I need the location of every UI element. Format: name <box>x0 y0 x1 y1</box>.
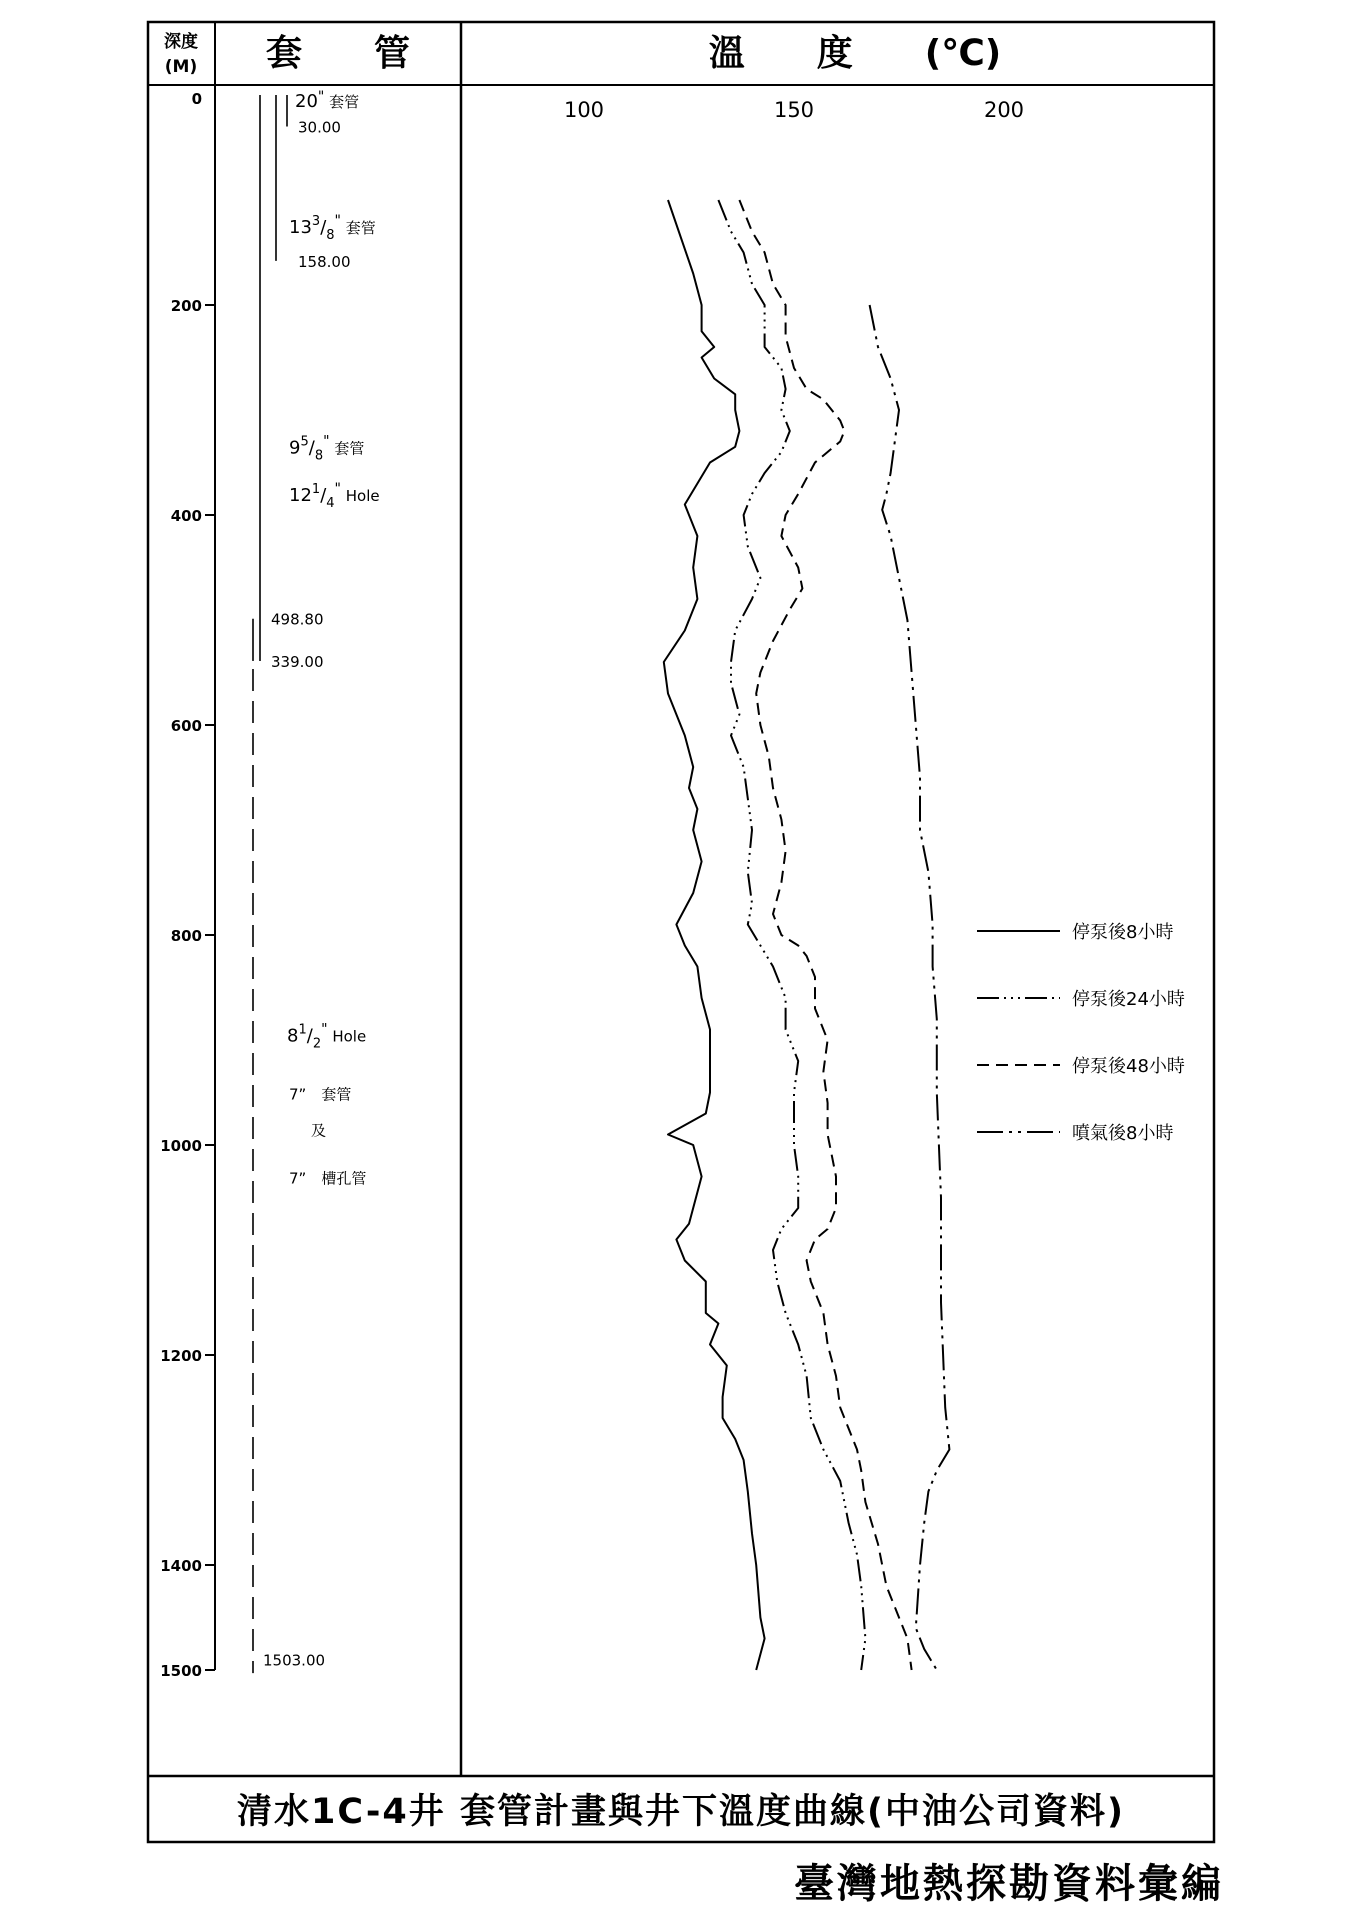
casing-label-c958: $9^5/_8^"$ $_{套管}$ <box>289 433 365 464</box>
legend <box>977 922 1185 1144</box>
footer-caption: 臺灣地熱探勘資料彙編 <box>794 1861 1224 1907</box>
casing-label-d1503: 1503.00 <box>263 1651 326 1670</box>
depth-tick-label-1200: 1200 <box>160 1347 202 1365</box>
depth-ticks <box>160 90 215 1680</box>
depth-tick-label-1500: 1500 <box>160 1662 202 1680</box>
temp-tick-label-150: 150 <box>773 98 815 122</box>
legend-label-2: 停泵後24小時 <box>1072 989 1185 1010</box>
temp-tick-label-200: 200 <box>983 98 1025 122</box>
casing-label-h812: $8^1/_2^"$ $_{Hole}$ <box>287 1021 367 1052</box>
depth-tick-label-800: 800 <box>170 927 202 945</box>
series-line-1 <box>664 200 765 1670</box>
temperature-header: 溫 度 (℃) <box>708 33 1002 74</box>
depth-header-line1: 深度 <box>164 32 198 52</box>
casing-label-d339: 339.00 <box>271 652 324 671</box>
casing-label-c1338: $13^3/_8^"$ $_{套管}$ <box>289 213 376 243</box>
casing-label-h1214: $12^1/_4^"$ $_{Hole}$ <box>289 480 380 511</box>
depth-tick-label-200: 200 <box>170 297 202 315</box>
casing-label-d30: 30.00 <box>298 118 341 137</box>
figure-title: 清水1C-4井 套管計畫與井下溫度曲線(中油公司資料) <box>237 1792 1125 1832</box>
depth-tick-label-1000: 1000 <box>160 1137 202 1155</box>
casing-label-and: 及 <box>311 1121 327 1140</box>
legend-label-3: 停泵後48小時 <box>1072 1056 1185 1077</box>
casing-label-c20: 20" $_{套管}$ <box>295 89 360 112</box>
temp-tick-label-100: 100 <box>563 98 605 122</box>
casing-label-s7: 7” 槽孔管 <box>289 1169 367 1188</box>
temperature-ticks <box>564 98 1024 122</box>
casing-header: 套 管 <box>265 33 411 74</box>
casing-label-d4988: 498.80 <box>271 610 324 629</box>
depth-tick-label-600: 600 <box>170 717 202 735</box>
temperature-curves <box>664 200 950 1670</box>
depth-tick-label-400: 400 <box>170 507 202 525</box>
depth-tick-label-0: 0 <box>191 90 202 108</box>
casing-label-c7: 7” 套管 <box>289 1085 352 1104</box>
legend-label-1: 停泵後8小時 <box>1072 922 1174 943</box>
casing-schematic <box>253 95 287 1673</box>
casing-labels <box>263 89 380 1670</box>
series-line-3 <box>739 200 911 1670</box>
legend-label-4: 噴氣後8小時 <box>1072 1123 1174 1144</box>
depth-tick-label-1400: 1400 <box>160 1557 202 1575</box>
series-line-4 <box>870 305 950 1670</box>
casing-label-d158: 158.00 <box>298 252 351 271</box>
depth-header-line2: (M) <box>164 57 198 77</box>
